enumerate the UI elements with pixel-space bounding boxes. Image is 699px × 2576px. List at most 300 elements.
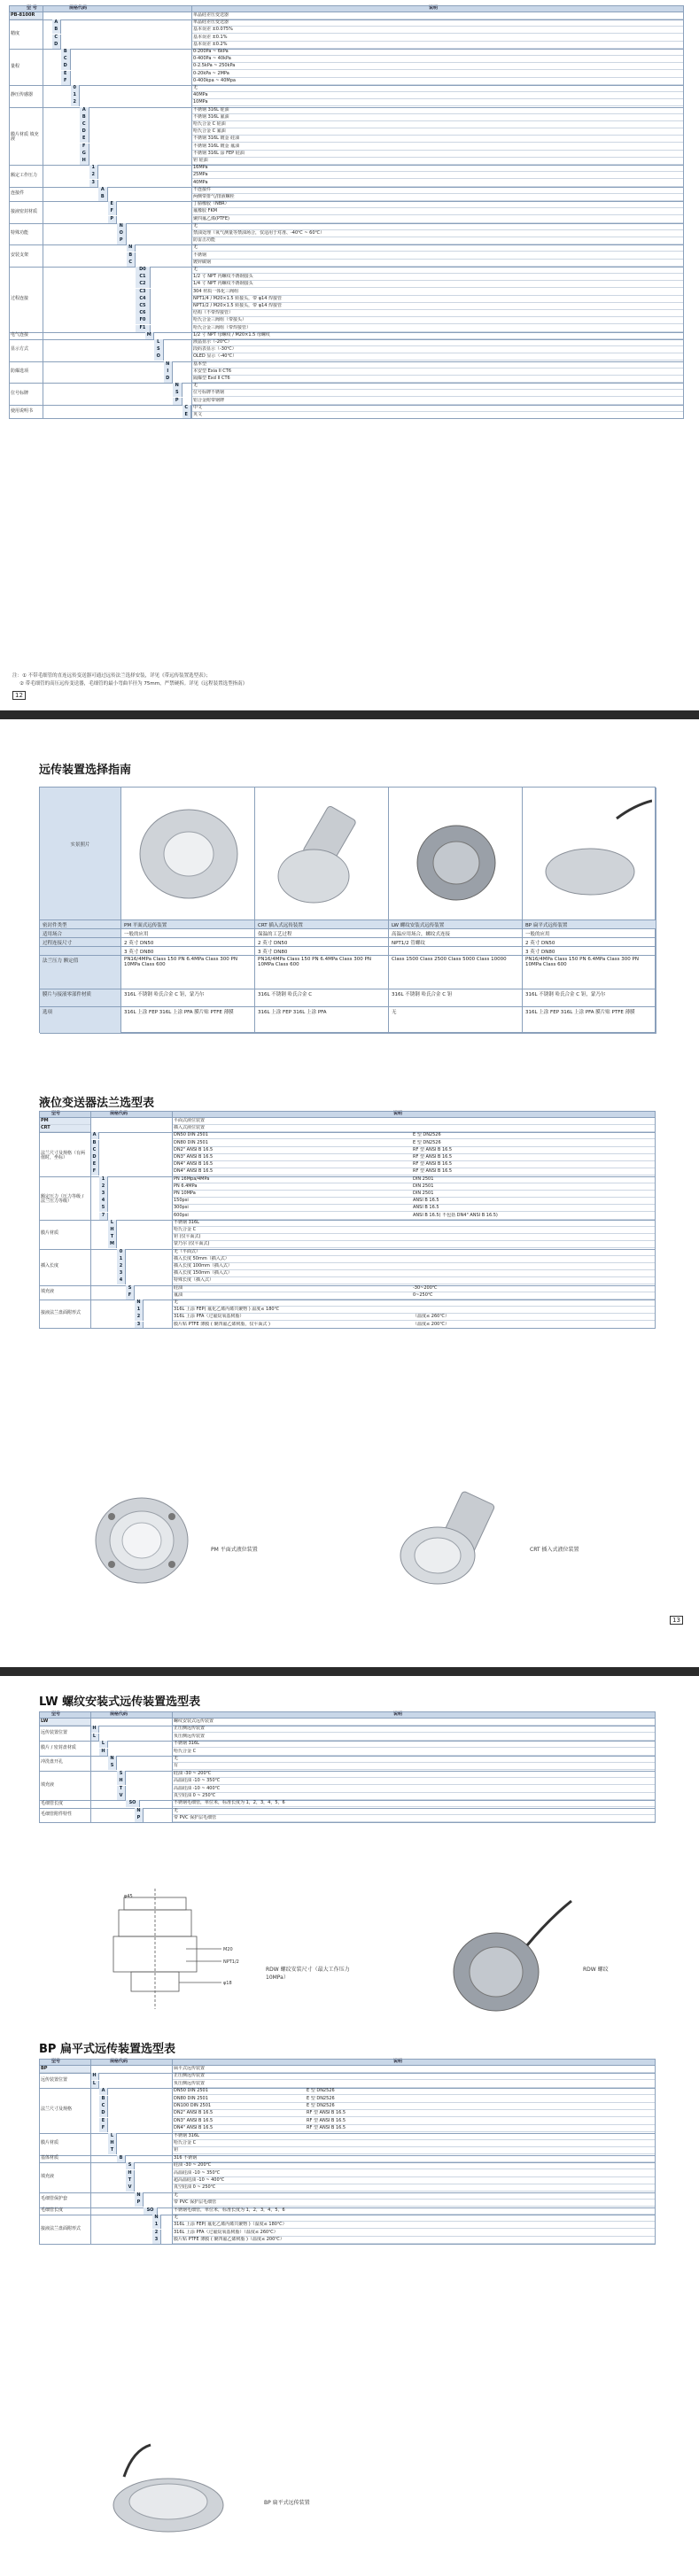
code-cell: 3 (89, 180, 99, 187)
code-cell: 0 (71, 85, 81, 92)
group-label: 额定压力（压力等级 / 法兰压力等级） (41, 1194, 84, 1205)
desc-cell: 150psi (172, 1198, 411, 1205)
column-line (191, 5, 192, 419)
comparison-cell: 316L 上涂 FEP 316L 上涂 PFA (255, 1007, 389, 1034)
desc-cell: 正压侧远传装置 (172, 1726, 656, 1733)
pm-caption: PM 平面式液位装置 (211, 1547, 258, 1553)
desc-cell: 不锈钢 316L (172, 2133, 305, 2140)
group-label: 膜片材质 填充液 (11, 132, 39, 143)
group-label: 额定工作压力 (11, 172, 38, 178)
desc-cell-2: DIN 2501 (411, 1176, 656, 1183)
header-spec: 规格代码 (110, 2059, 128, 2064)
group-label: 毛细管保护套 (41, 2196, 68, 2202)
page-2 (0, 728, 699, 1658)
desc-cell: DN4" ANSI B 16.5 (172, 1161, 411, 1168)
desc-cell: 防雷击功能 (191, 237, 684, 244)
group-label: 基体材质 (41, 2155, 59, 2161)
code-cell: O (117, 230, 127, 237)
code-cell: C (99, 2103, 108, 2110)
code-cell: A (52, 19, 62, 27)
code-cell: D0 (136, 267, 151, 274)
desc-cell: DN4" ANSI B 16.5 (172, 2125, 305, 2132)
desc-cell: 正压侧远传装置 (172, 2073, 305, 2080)
group-label: 静压传感器 (11, 92, 34, 98)
code-cell: S (126, 2162, 135, 2169)
code-cell: D (99, 2110, 108, 2117)
desc-cell: 带 PVC 保护层毛细管 (172, 1815, 656, 1822)
desc-cell-2: RF 型 ANSI B 16.5 (305, 2118, 656, 2125)
header-model: 型号 (51, 1711, 61, 1717)
desc-cell: 中文 (191, 405, 684, 412)
comparison-cell: 2 英寸 DN50 (255, 938, 389, 947)
comparison-row-label (40, 947, 121, 956)
comparison-cell: 316L 不锈钢 哈氏合金 C 钽，蒙乃尔 (121, 989, 255, 1007)
comparison-row-label: 膜片与接液零部件材质 (40, 989, 121, 1007)
desc-cell: 哈氏合金三阀组（带焊接管） (191, 325, 684, 332)
code-cell: H (80, 158, 89, 165)
desc-cell: 600psi (172, 1213, 411, 1220)
comparison-cell: 3 英寸 DN80 (523, 947, 656, 956)
code-cell: D (80, 128, 89, 136)
desc-cell: 316L 上涂 FEP( 氟化乙烯丙烯共聚物 ) 温度≤ 180℃ (172, 1307, 411, 1314)
comparison-cell: 一般的应用 (523, 929, 656, 938)
model-code: PB-8100R (9, 12, 43, 19)
code-cell: E (108, 201, 118, 208)
desc-cell: DN50 DIN 2501 (172, 1132, 411, 1139)
code-cell: H (90, 2073, 99, 2080)
desc-cell: 316L 上涂 PFA（过氟烷氧基树脂） (172, 1314, 411, 1321)
desc-cell: 禁油处理（氧气测量等禁油场合，仅适用于对准、-40℃ ~ 60℃） (191, 230, 684, 237)
page-3 (0, 1683, 699, 2576)
code-cell: H (99, 1749, 108, 1756)
group-label: 安装支架 (11, 252, 29, 258)
comparison-cell: 无 (389, 1007, 523, 1034)
code-cell: 7 (99, 1213, 108, 1220)
desc-cell: 真空硅油 0 ~ 250℃ (172, 1793, 656, 1800)
desc-cell-2: RF 型 ANSI B 16.5 (411, 1154, 656, 1161)
code-cell: 4 (117, 1277, 126, 1284)
lw-drawing-caption: RDW 螺纹安装尺寸（最大工作压力 10MPa） (266, 1967, 350, 1981)
group-label: 特殊功能 (11, 230, 29, 237)
code-cell: B (90, 1140, 99, 1147)
code-cell: T (117, 1786, 126, 1793)
desc-cell: 钽 (仅平面式) (172, 1234, 411, 1241)
pm-device-photo (87, 1492, 202, 1589)
header-model: 型号 (51, 2059, 61, 2064)
dim-label-d18: φ18 (223, 1981, 232, 1986)
code-cell: G (80, 151, 89, 158)
code-cell: E (99, 2118, 108, 2125)
desc-cell: 316L 上涂 FEP( 氟化乙烯丙烯共聚物 )（温度≤ 180℃） (172, 2222, 305, 2229)
code-cell: H (90, 1726, 99, 1733)
desc-cell: 0-200Pa ~ 6kPa (191, 49, 684, 56)
code-cell: SO (126, 1800, 140, 1807)
code-cell: B (52, 27, 62, 34)
code-cell: L (90, 1734, 99, 1741)
code-cell: F (99, 2125, 108, 2132)
desc-cell: DN2" ANSI B 16.5 (172, 1147, 411, 1154)
code-cell: L (108, 2133, 117, 2140)
code-cell: C (127, 260, 136, 267)
desc-cell-2: ANSI B 16.5 (411, 1205, 656, 1212)
desc-cell-2: 0~250℃ (411, 1292, 656, 1300)
desc-cell-2: RF 型 ANSI B 16.5 (305, 2125, 656, 2132)
code-cell: C4 (136, 296, 151, 303)
header-desc: 说明 (429, 5, 439, 11)
bp-selection-table (39, 2059, 656, 2413)
code-cell: M (145, 332, 155, 339)
desc-cell: 位号标牌不锈钢 (191, 390, 684, 397)
code-cell: 2 (135, 1314, 144, 1321)
desc-cell: NPT1/4 / M20×1.5 转接头，带 φ14 焊接管 (191, 296, 684, 303)
code-cell: E (61, 71, 71, 78)
device-photo (394, 792, 518, 916)
desc-cell: DN3" ANSI B 16.5 (172, 1154, 411, 1161)
code-cell: P (135, 1815, 144, 1822)
desc-cell: 有 (172, 1763, 656, 1770)
desc-cell: 基本误差 ±0.1% (191, 35, 684, 42)
desc-cell: 镀锌碳钢 (191, 260, 684, 267)
desc-cell: 无 (172, 2215, 305, 2222)
group-label: 过程连接 (11, 295, 29, 301)
code-cell: 3 (99, 1191, 108, 1198)
desc-cell: 不锈钢 316L 硅油 (191, 107, 684, 114)
desc-cell: 40MPa (191, 180, 684, 187)
desc-cell: 隔爆型 Exd II CT6 (191, 376, 684, 383)
code-cell: N (135, 1808, 144, 1815)
code-cell: N (152, 2215, 161, 2222)
comparison-cell: 316L 不锈钢 哈氏合金 C 钽，蒙乃尔 (523, 989, 656, 1007)
group-label: 接液法兰盘面附形式 (41, 2225, 82, 2231)
comparison-row-label: 过程连接尺寸 (40, 938, 121, 947)
column-line (172, 1111, 173, 1329)
code-cell: V (117, 1793, 126, 1800)
code-cell: I (164, 369, 174, 376)
header-model: 型 号 (27, 5, 37, 11)
desc-cell: PN 16Mpa/4MPa (172, 1176, 411, 1183)
device-photo (528, 792, 652, 916)
comparison-cell: LW 螺纹安装式远传装置 (389, 920, 523, 929)
code-cell: 3 (117, 1270, 126, 1277)
page-separator (0, 710, 699, 719)
group-label: 量程 (11, 63, 20, 69)
code-cell: E (80, 136, 89, 143)
desc-cell: 不锈钢 316L 镀金 氟油 (191, 144, 684, 151)
code-cell: F (126, 1292, 135, 1300)
desc-cell: 哈氏合金 C 硅油 (191, 121, 684, 128)
code-cell: C3 (136, 289, 151, 296)
table-border (39, 1111, 656, 1329)
group-label: 法兰尺寸及规格（有两值时，坐标） (41, 1151, 86, 1160)
desc-cell: 膜片贴 PTFE 薄膜 ( 聚四氟乙烯树脂，仅平面式 ) (172, 1322, 411, 1329)
desc-cell: 25MPa (191, 172, 684, 179)
code-cell: P (173, 398, 183, 405)
comparison-cell: PN16/4MPa Class 150 PN 6.4MPa Class 300 PN 10MPa Class 600 (121, 956, 255, 989)
lw-selection-table (39, 1711, 656, 1873)
code-cell: B (61, 49, 71, 56)
comparison-cell: PN16/4MPa Class 150 PN 6.4MPa Class 300 PN 10MPa Class 600 (523, 956, 656, 989)
note-1: 注：① 不带毛细管的直连远传变送器可通过远传法兰选择安装，详见《带远传装置选型表》； (12, 673, 211, 679)
desc-cell: 40MPa (191, 92, 684, 99)
code-cell: F (108, 208, 118, 215)
code-cell: 2 (89, 172, 99, 179)
desc-cell: 哈氏合金三阀组（带接头） (191, 317, 684, 324)
desc-cell: 带 PVC 保护层毛细管 (172, 2200, 305, 2207)
model-desc: 单晶硅差压变送器 (191, 12, 684, 19)
comparison-cell: 316L 不锈钢 哈氏合金 C (255, 989, 389, 1007)
comparison-row-label: 法兰压力 额定值 (40, 956, 121, 989)
group-label: 毛细管附件特性 (41, 1812, 73, 1818)
column-line (90, 1111, 91, 1329)
table-border (39, 1711, 656, 1823)
desc-cell-2: DIN 2501 (411, 1183, 656, 1191)
desc-cell: 哈氏合金 C 氟油 (191, 128, 684, 136)
model-code: CRT (39, 1125, 90, 1132)
code-cell: 1 (152, 2222, 161, 2229)
desc-cell: 高温硅油 -10 ~ 350℃ (172, 2170, 305, 2177)
code-cell: C2 (136, 281, 151, 288)
code-cell: D (90, 1154, 99, 1161)
desc-cell-2: E 型 DN2526 (305, 2096, 656, 2103)
comparison-cell: 2 英寸 DN50 (121, 938, 255, 947)
desc-cell: 单晶硅差压变送器 (191, 19, 684, 27)
code-cell: D (61, 63, 71, 70)
desc-cell: 段码表显示（-30℃） (191, 346, 684, 353)
code-cell: P (108, 216, 118, 223)
code-cell: S (173, 390, 183, 397)
desc-cell: 哈氏合金 C (172, 2140, 305, 2147)
desc-cell: 钽 硅油 (191, 158, 684, 165)
desc-cell-2: RF 型 ANSI B 16.5 (411, 1147, 656, 1154)
model-code: BP (39, 2066, 90, 2073)
desc-cell: DN4" ANSI B 16.5 (172, 1168, 411, 1175)
desc-cell: 钽 (172, 2147, 305, 2154)
code-cell: L (99, 1741, 108, 1748)
model-desc: 螺纹安装式远传装置 (172, 1719, 656, 1726)
comparison-cell (389, 947, 523, 956)
code-cell: C (90, 1147, 99, 1154)
device-photo-cell (523, 788, 656, 920)
desc-cell: 无 (172, 1756, 656, 1763)
column-line (172, 1711, 173, 1823)
desc-cell: 负压侧远传装置 (172, 1734, 656, 1741)
group-label: 法兰尺寸及规格 (41, 2107, 73, 2113)
code-cell: 1 (117, 1256, 126, 1263)
group-label: 膜片材质 (41, 1230, 59, 1237)
code-cell: 2 (71, 99, 81, 106)
comparison-cell: 一般的应用 (121, 929, 255, 938)
code-cell: B (98, 194, 108, 201)
desc-cell: 基本误差 ±0.075% (191, 27, 684, 34)
code-cell: F0 (136, 317, 151, 324)
desc-cell: 无 (172, 1808, 656, 1815)
group-label: 膜片 / 密封盘材质 (41, 1744, 76, 1750)
desc-cell-2: RF 型 ANSI B 16.5 (411, 1168, 656, 1175)
desc-cell: 不锈钢 (191, 252, 684, 260)
desc-cell: DN3" ANSI B 16.5 (172, 2118, 305, 2125)
comparison-cell: 316L 上涂 FEP 316L 上涂 PFA 膜片贴 PTFE 薄膜 (121, 1007, 255, 1034)
device-photo-cell (389, 788, 523, 920)
desc-cell: 0-400Pa ~ 40kPa (191, 56, 684, 63)
group-label: 冲洗盘开孔 (41, 1759, 64, 1765)
desc-cell: 316L 上涂 PFA（过氟烷氧基树脂）（温度≤ 260℃） (172, 2230, 305, 2237)
code-cell: C (80, 121, 89, 128)
desc-cell-2: E 型 DN2526 (411, 1140, 656, 1147)
desc-cell: 0-400kpa ~ 40Mpa (191, 78, 684, 85)
group-label: 显示方式 (11, 346, 29, 353)
desc-cell: 不锈钢 316L (172, 1220, 411, 1227)
code-cell: H (117, 1778, 126, 1785)
dim-label-m20: M20 (223, 1947, 233, 1952)
model-code: PM (39, 1118, 90, 1125)
desc-cell: 10MPa (191, 99, 684, 106)
desc-cell: 不锈钢毛细管，单位米，标准长度为 1，2，3，4，5，6 (172, 2207, 305, 2215)
desc-cell-2: ANSI B 16.5( 不包括 DN4" ANSI B 16.5) (411, 1213, 656, 1220)
code-cell: N (135, 1300, 144, 1307)
desc-cell: PN 6.4MPa (172, 1183, 411, 1191)
desc-cell: 不连接件 (191, 187, 684, 194)
comparison-cell: 316L 不锈钢 哈氏合金 C 钽 (389, 989, 523, 1007)
desc-cell: 真空硅油 0 ~ 250℃ (172, 2184, 305, 2192)
desc-cell-2: （温度≤ 200℃） (411, 1322, 656, 1329)
dim-label-d45: φ45 (124, 1894, 133, 1899)
desc-cell: 硅油 -30 ~ 200℃ (172, 2162, 305, 2169)
group-label: 插入长度 (41, 1263, 59, 1269)
code-cell: E (90, 1161, 99, 1168)
code-cell: T (126, 2177, 135, 2184)
crt-device-photo (386, 1486, 519, 1593)
desc-cell: DN80 DIN 2501 (172, 2096, 305, 2103)
desc-cell: 基本型 (191, 361, 684, 369)
group-label: 连接件 (11, 190, 25, 196)
group-label: 毛细管长度 (41, 2207, 64, 2213)
desc-cell: 无 (191, 383, 684, 390)
code-cell: S (126, 1285, 135, 1292)
model-selection-table-1 (9, 5, 684, 668)
desc-cell: OLED 显示（-40℃） (191, 353, 684, 361)
desc-cell: 304 材质一体化三阀组 (191, 289, 684, 296)
header-desc: 说明 (393, 1111, 403, 1116)
desc-cell: 0-20kPa ~ 2MPa (191, 71, 684, 78)
header-spec: 规格代码 (69, 5, 88, 11)
model-desc: 扁平式远传装置 (172, 2066, 656, 2073)
desc-cell-2: E 型 DN2526 (305, 2103, 656, 2110)
page-1 (0, 0, 699, 704)
header-spec: 规格代码 (110, 1111, 128, 1116)
desc-cell: 无 (191, 244, 684, 252)
code-cell: N (135, 2192, 144, 2200)
code-cell: S (108, 1763, 117, 1770)
code-cell: L (90, 2081, 99, 2088)
group-label: 接液密封材质 (11, 208, 38, 214)
desc-cell: 硅油 -30 ~ 200℃ (172, 1771, 656, 1778)
comparison-row-label: 选项 (40, 1007, 121, 1034)
code-cell: H (108, 2140, 117, 2147)
code-cell: S (117, 1771, 126, 1778)
code-cell: N (173, 383, 183, 390)
model-desc: 平面式液位装置 (172, 1118, 656, 1125)
section-title-remote-guide: 远传装置选择指南 (39, 764, 132, 777)
desc-cell: 300psi (172, 1205, 411, 1212)
comparison-cell: PN16/4MPa Class 150 PN 6.4MPa Class 300 PN 10MPa Class 600 (255, 956, 389, 989)
desc-cell: 蒙乃尔 (仅平面式) (172, 1241, 411, 1248)
code-cell: C (61, 56, 71, 63)
group-label: 填充液 (41, 2174, 55, 2179)
code-cell: B (99, 2096, 108, 2103)
crt-caption: CRT 插入式液位装置 (530, 1547, 579, 1553)
desc-cell: 无（平面式） (172, 1249, 411, 1256)
group-label: 防爆选项 (11, 368, 29, 374)
desc-cell: 无 (172, 1300, 411, 1307)
code-cell: C (183, 405, 192, 412)
desc-cell: 硅油 (172, 1285, 411, 1292)
group-label: 远传装置位置 (41, 2076, 68, 2083)
desc-cell: 1/4 寸 NPT 内螺纹不锈钢接头 (191, 281, 684, 288)
code-cell: B (127, 252, 136, 260)
desc-cell: 插入长度 100mm（插入式） (172, 1263, 411, 1270)
desc-cell: 插入长度 50mm（插入式） (172, 1256, 411, 1263)
code-cell: P (117, 237, 127, 244)
code-cell: 2 (117, 1263, 126, 1270)
page-number: 12 (12, 691, 26, 700)
rdw-caption: RDW 螺纹 (583, 1967, 609, 1973)
code-cell: V (126, 2184, 135, 2192)
desc-cell: NPT1/2 / M20×1.5 转接头，带 φ14 焊接管 (191, 303, 684, 310)
desc-cell: 不锈钢 316L 涂 FEP 硅油 (191, 151, 684, 158)
group-label: 使用说明书 (11, 408, 34, 414)
desc-cell: 聚四氟乙烯(PTFE) (191, 216, 684, 223)
column-line (90, 1711, 91, 1823)
desc-cell: 插入长度 150mm（插入式） (172, 1270, 411, 1277)
desc-cell: 1/2 寸 NPT 内螺纹不锈钢接头 (191, 274, 684, 281)
desc-cell: 两侧带排气/排液螺栓 (191, 194, 684, 201)
desc-cell: 不锈钢毛细管，单位米，标准长度为 1，2，3，4，5，6 (172, 1800, 656, 1807)
bp-device-photo (97, 2441, 239, 2539)
code-cell: SO (144, 2207, 158, 2215)
code-cell: E (183, 412, 192, 419)
code-cell: 4 (99, 1198, 108, 1205)
desc-cell: 不锈钢 316L (172, 1741, 656, 1748)
desc-cell: 无 (191, 267, 684, 274)
code-cell: A (98, 187, 108, 194)
section-title-lw: LW 螺纹安装式远传装置选型表 (39, 1695, 201, 1709)
desc-cell: 超高温硅油 -10 ~ 400℃ (172, 2177, 305, 2184)
group-label: 远传装置位置 (41, 1729, 68, 1735)
desc-cell: 16MPa (191, 165, 684, 172)
group-label: 填充液 (41, 1781, 55, 1788)
comparison-cell: 2 英寸 DN50 (523, 938, 656, 947)
column-line (90, 2059, 91, 2245)
code-cell: O (154, 353, 164, 361)
comparison-cell: NPT1/2 管螺纹 (389, 938, 523, 947)
desc-cell: DN80 DIN 2501 (172, 1140, 411, 1147)
desc-cell: DN100 DIN 2501 (172, 2103, 305, 2110)
header-desc: 说明 (393, 1711, 403, 1717)
code-cell: 2 (99, 1183, 108, 1191)
code-cell: B (117, 2155, 126, 2162)
desc-cell: 丁腈橡胶（NBR） (191, 201, 684, 208)
group-label: 精度 (11, 30, 20, 36)
desc-cell: 特殊长度（插入式） (172, 1277, 411, 1284)
device-photo (260, 792, 384, 916)
code-cell: 1 (89, 165, 99, 172)
code-cell: M (108, 1241, 117, 1248)
device-photo (127, 792, 251, 916)
table-border (9, 5, 684, 419)
desc-cell: 无 (172, 2192, 305, 2200)
code-cell: 1 (71, 92, 81, 99)
code-cell: 5 (99, 1205, 108, 1212)
